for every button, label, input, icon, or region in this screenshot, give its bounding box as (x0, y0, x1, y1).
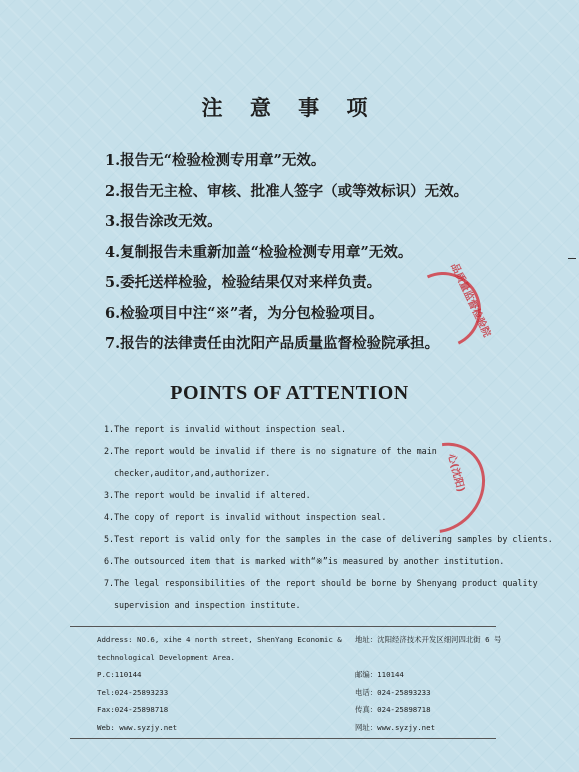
footer-tel-en: Tel:024-25893233 (97, 687, 169, 697)
seal-text-lower: 心(沈阳) (445, 452, 467, 494)
footer-fax-cn: 传真：024-25898718 (355, 705, 431, 714)
cn-notice-item: 4.复制报告未重新加盖“检验检测专用章”无效。 (105, 243, 413, 261)
en-notice-item: 2.The report would be invalid if there is no signature of the main (104, 446, 437, 456)
footer-contact-cn (355, 631, 545, 736)
footer-web-cn: 网址：www.syzjy.net (355, 722, 436, 732)
footer-divider-top (70, 626, 496, 627)
en-notice-item: 5.Test report is valid only for the samples in the case of delivering samples by clients. (104, 534, 553, 544)
scan-edge-mark (568, 258, 576, 259)
en-notice-item: 3.The report would be invalid if altered. (104, 490, 311, 500)
footer-address-cn: 地址：沈阳经济技术开发区细河四北街 6 号 (355, 635, 502, 644)
footer-postcode-en: P.C:110144 (97, 670, 142, 679)
cn-notice-item: 6.检验项目中注“※”者，为分包检验项目。 (105, 304, 384, 322)
footer-fax-en: Fax:024-25898718 (97, 705, 169, 714)
footer-address-en: Address: NO.6, xihe 4 north street, ShenYang Economic & (97, 635, 342, 644)
footer-contact-en (97, 631, 347, 736)
cn-notice-item: 1.报告无“检验检测专用章”无效。 (105, 152, 326, 169)
en-notice-item-continued: checker,auditor,and,authorizer. (114, 468, 271, 478)
cn-notice-item: 2.报告无主检、审核、批准人签字（或等效标识）无效。 (105, 182, 469, 200)
footer-web-en: Web: www.syzjy.net (97, 722, 178, 732)
en-notice-item: 6.The outsourced item that is marked with“※”is measured by another institution. (104, 556, 505, 566)
footer-postcode-cn: 邮编：110144 (355, 670, 404, 679)
footer-tel-cn: 电话：024-25893233 (355, 687, 431, 697)
cn-notice-item: 7.报告的法律责任由沈阳产品质量监督检验院承担。 (105, 335, 440, 352)
footer-divider-bottom (70, 738, 496, 739)
footer-address-en-line2: technological Development Area. (97, 652, 235, 662)
page-title-cn: 注 意 事 项 (201, 95, 378, 120)
cn-notice-item: 3.报告涂改无效。 (105, 213, 222, 230)
cn-notice-item: 5.委托送样检验，检验结果仅对来样负责。 (105, 274, 382, 291)
en-notice-item-continued: supervision and inspection institute. (114, 600, 301, 610)
seal-text-upper: 品质量监督检验院 (448, 261, 493, 339)
en-notice-item: 4.The copy of report is invalid without inspection seal. (104, 512, 387, 522)
footer-spacer (355, 649, 545, 667)
en-notice-item: 1.The report is invalid without inspection seal. (104, 424, 347, 434)
page-title-en: POINTS OF ATTENTION (170, 382, 409, 404)
en-notice-item: 7.The legal responsibilities of the report should be borne by Shenyang product quality (104, 578, 538, 588)
